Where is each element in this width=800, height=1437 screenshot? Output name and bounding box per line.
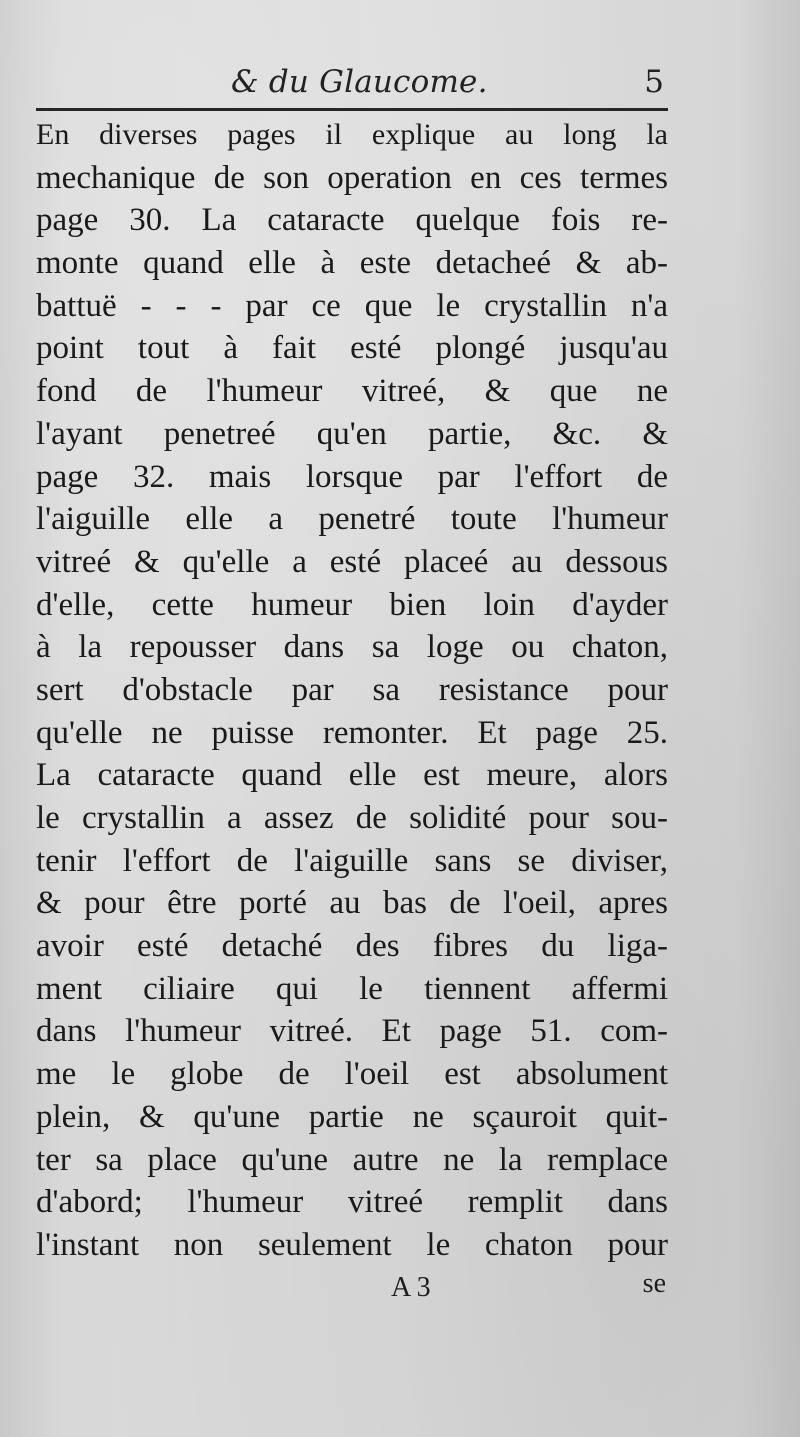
text-line: point tout à fait esté plongé jusqu'au [36,330,668,367]
text-line: me le globe de l'oeil est absolument [36,1056,668,1093]
text-line: d'abord; l'humeur vitreé remplit dans [36,1184,668,1221]
text-line: plein, & qu'une partie ne sçauroit quit- [36,1098,668,1135]
text-line: l'ayant penetreé qu'en partie, &c. & [36,415,668,452]
header-rule [36,108,668,111]
text-line: page 32. mais lorsque par l'effort de [36,458,668,495]
text-line: tenir l'effort de l'aiguille sans se diviser, [36,842,668,879]
text-line: avoir esté detaché des fibres du liga- [36,928,668,965]
text-line: ment ciliaire qui le tiennent affermi [36,970,668,1007]
text-line: l'instant non seulement le chaton pour [36,1226,668,1263]
text-line: l'aiguille elle a penetré toute l'humeur [36,501,668,538]
text-line: mechanique de son operation en ces termes [36,159,668,196]
text-line: La cataracte quand elle est meure, alors [36,757,668,794]
text-line: le crystallin a assez de solidité pour sou- [36,800,668,836]
text-line: dans l'humeur vitreé. Et page 51. com- [36,1013,668,1050]
signature-mark: A 3 [391,1272,431,1303]
page-number: 5 [644,64,664,100]
running-title: & du Glaucome. [231,64,488,100]
body-text [36,114,668,1267]
text-line: & pour être porté au bas de l'oeil, apres [36,885,668,922]
text-line: à la repousser dans sa loge ou chaton, [36,629,668,666]
page-footer [36,1268,668,1308]
text-line: page 30. La cataracte quelque fois re- [36,202,668,239]
text-line: fond de l'humeur vitreé, & que ne [36,373,668,410]
text-line: battuë - - - par ce que le crystallin n'a [36,287,668,324]
page-header [36,58,668,102]
text-line: En diverses pages il explique au long la [36,118,668,151]
text-line: d'elle, cette humeur bien loin d'ayder [36,586,668,623]
text-line: qu'elle ne puisse remonter. Et page 25. [36,714,668,751]
text-line: monte quand elle à este detacheé & ab- [36,245,668,282]
text-line: ter sa place qu'une autre ne la remplace [36,1141,668,1178]
text-line: sert d'obstacle par sa resistance pour [36,671,668,708]
catchword: se [642,1268,666,1299]
text-line: vitreé & qu'elle a esté placeé au dessous [36,543,668,580]
